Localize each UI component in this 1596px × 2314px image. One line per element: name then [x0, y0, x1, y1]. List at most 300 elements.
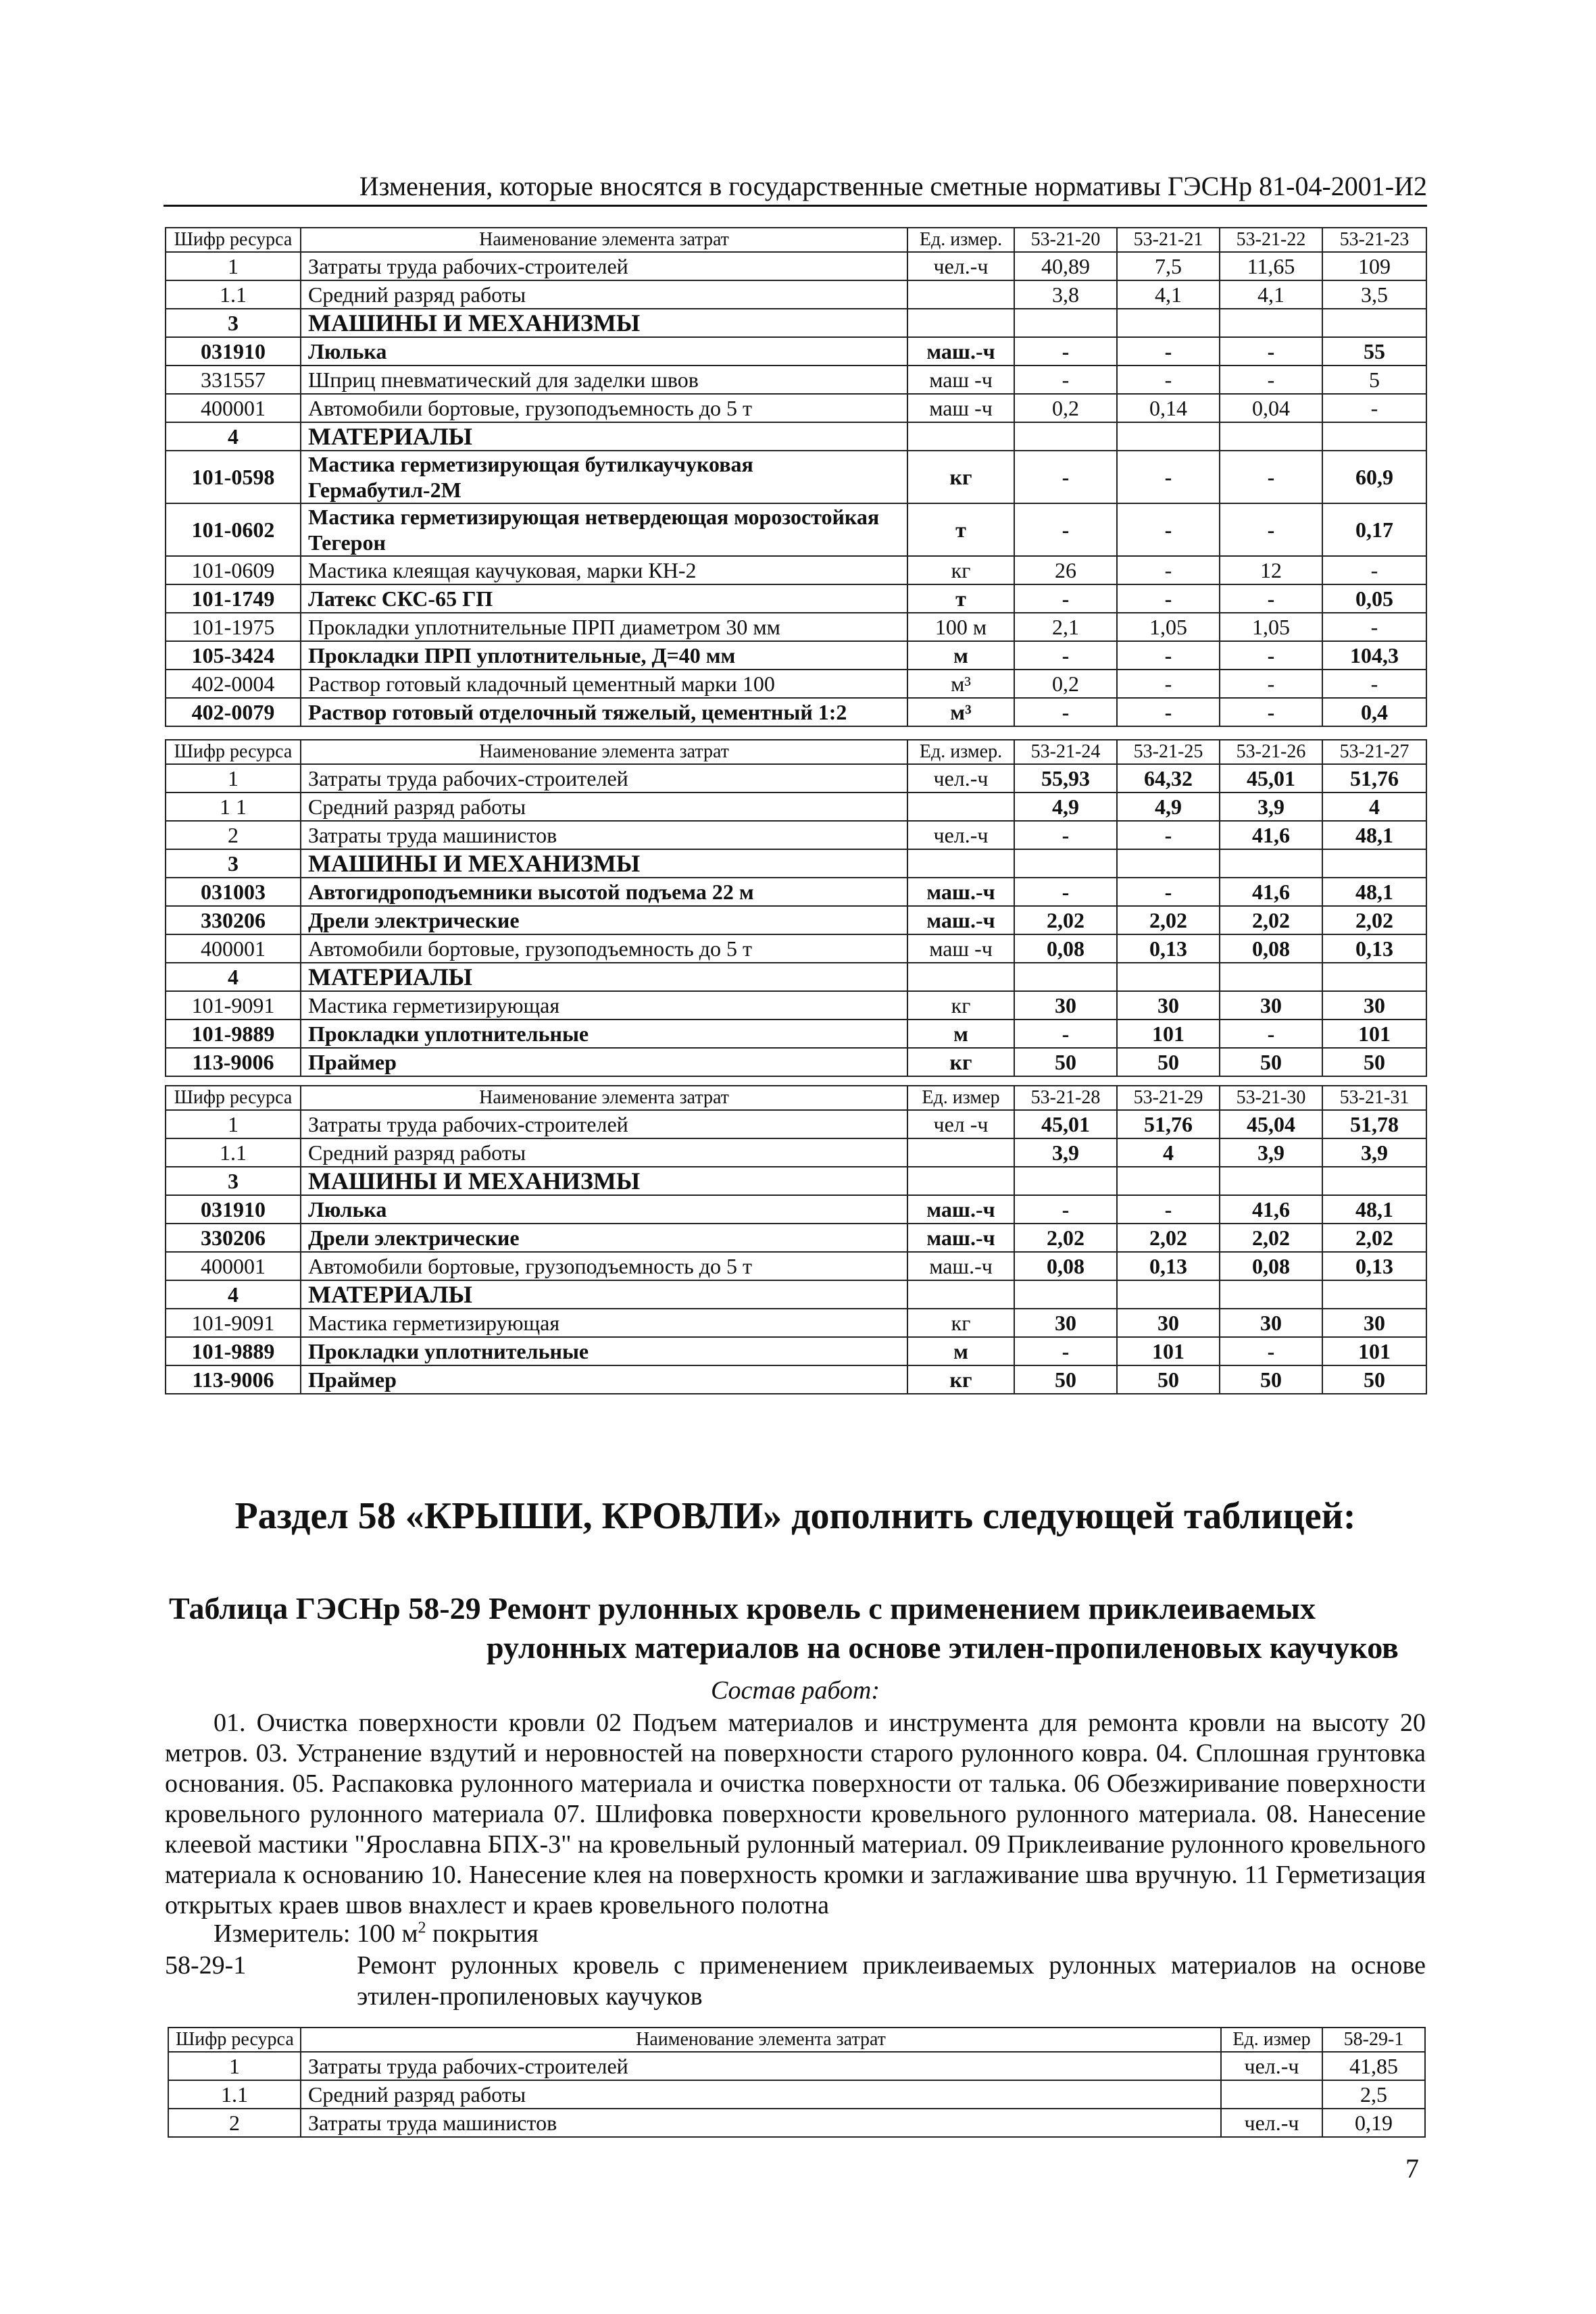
cell-unit: т	[907, 503, 1014, 556]
cell-code: 1	[166, 1110, 301, 1138]
table-row	[166, 641, 1426, 670]
cell-v1: -	[1014, 821, 1117, 849]
work-composition-label: Состав работ:	[710, 1676, 880, 1705]
cell-v3	[1220, 309, 1322, 337]
cell-v2: 50	[1117, 1365, 1220, 1394]
table-row	[166, 556, 1426, 584]
cell-v4: 50	[1322, 1048, 1426, 1076]
cell-name: МАТЕРИАЛЫ	[301, 963, 907, 991]
cell-unit: м	[907, 1337, 1014, 1365]
work-composition-text: 01. Очистка поверхности кровли 02 Подъем материалов и инструмента для ремонта кровли на высоту 20 метров. 03. Устранение вздутий и неровностей на поверхности старого рулонного ковра. 04. Сплошная грунтовка основания. 05. Распаковка рулонного материала и очистка поверхности от талька. 06 Обезжиривание поверхности кровельного рулонного материала 07. Шлифовка поверхности кровельного рулонного материала. 08. Нанесение клеевой мастики "Ярославна БПХ-3" на кровельный рулонный материал. 09 Приклеивание рулонного кровельного материала к основанию 10. Нанесение клея на поверхность кромки и заглаживание шва вручную. 11 Герметизация открытых краев швов внахлест и краев кровельного полотна	[165, 1709, 1426, 1919]
cell-v4: 48,1	[1322, 821, 1426, 849]
cell-unit: м³	[907, 670, 1014, 698]
cell-v4: -	[1322, 394, 1426, 422]
cell-unit: кг	[907, 1365, 1014, 1394]
cell-v2: -	[1117, 698, 1220, 726]
cell-code: 4	[166, 422, 301, 451]
cell-v4: 101	[1322, 1337, 1426, 1365]
table-row	[166, 337, 1426, 366]
table-row	[168, 2109, 1425, 2137]
cell-code: 113-9006	[166, 1365, 301, 1394]
column-header: Шифр ресурса	[166, 228, 301, 252]
cell-name: Праймер	[301, 1048, 907, 1076]
cell-v2: 30	[1117, 991, 1220, 1020]
cell-v2: 2,02	[1117, 1224, 1220, 1252]
cell-name: Затраты труда рабочих-строителей	[301, 252, 907, 280]
cell-v3: 50	[1220, 1365, 1322, 1394]
cell-unit: 100 м	[907, 613, 1014, 641]
cell-name: Затраты труда рабочих-строителей	[301, 764, 907, 793]
cell-code: 1	[168, 2052, 301, 2080]
cell-name: МАШИНЫ И МЕХАНИЗМЫ	[301, 309, 907, 337]
cell-v2	[1117, 1167, 1220, 1195]
cell-v4: 48,1	[1322, 878, 1426, 906]
cell-v4: 2,02	[1322, 1224, 1426, 1252]
table-title-line2: рулонных материалов на основе этилен-пропиленовых каучуков	[487, 1630, 1399, 1665]
table-row	[166, 1020, 1426, 1048]
cell-v2: 101	[1117, 1337, 1220, 1365]
cell-v1: 41,85	[1322, 2052, 1425, 2080]
column-header: 53-21-28	[1014, 1086, 1117, 1110]
cell-v1: -	[1014, 584, 1117, 613]
cell-code: 101-9091	[166, 1309, 301, 1337]
cell-code: 2	[168, 2109, 301, 2137]
table-header-row	[166, 1086, 1426, 1110]
cell-v2: 2,02	[1117, 906, 1220, 934]
cell-unit: м	[907, 641, 1014, 670]
cell-v2: -	[1117, 366, 1220, 394]
table-row	[166, 1167, 1426, 1195]
cell-name: Затраты труда рабочих-строителей	[301, 2052, 1221, 2080]
table-row	[166, 1309, 1426, 1337]
cell-name: Прокладки ПРП уплотнительные, Д=40 мм	[301, 641, 907, 670]
cell-v2: -	[1117, 337, 1220, 366]
measure-suffix: покрытия	[432, 1919, 539, 1948]
measure-sup: 2	[418, 1919, 426, 1937]
column-header: 53-21-27	[1322, 740, 1426, 764]
cell-v3: -	[1220, 1020, 1322, 1048]
norm-code: 58-29-1	[165, 1951, 247, 1980]
cell-unit: маш.-ч	[907, 878, 1014, 906]
cell-name: Латекс СКС-65 ГП	[301, 584, 907, 613]
cell-v2: -	[1117, 1195, 1220, 1224]
cell-v4	[1322, 1280, 1426, 1309]
table-row	[166, 422, 1426, 451]
resource-table-58-29-1	[168, 2027, 1426, 2138]
cell-v1	[1014, 422, 1117, 451]
table-row	[166, 764, 1426, 793]
cell-name: Праймер	[301, 1365, 907, 1394]
cell-unit	[907, 1167, 1014, 1195]
column-header: Шифр ресурса	[166, 1086, 301, 1110]
cell-v3: -	[1220, 641, 1322, 670]
cell-unit: чел.-ч	[907, 821, 1014, 849]
cell-v1: 30	[1014, 991, 1117, 1020]
cell-v3: 45,01	[1220, 764, 1322, 793]
cell-name: Шприц пневматический для заделки швов	[301, 366, 907, 394]
cell-unit: кг	[907, 1048, 1014, 1076]
cell-name: МАТЕРИАЛЫ	[301, 422, 907, 451]
cell-v1	[1014, 849, 1117, 878]
table-row	[166, 1110, 1426, 1138]
column-header: 58-29-1	[1322, 2028, 1425, 2052]
resource-table-53-21-28-31	[165, 1085, 1427, 1394]
cell-v1: 0,19	[1322, 2109, 1425, 2137]
cell-v1: 0,2	[1014, 394, 1117, 422]
cell-unit: кг	[907, 556, 1014, 584]
cell-v1: -	[1014, 337, 1117, 366]
cell-v4: 0,4	[1322, 698, 1426, 726]
table-row	[166, 1138, 1426, 1167]
cell-v2: 50	[1117, 1048, 1220, 1076]
table-row	[166, 793, 1426, 821]
cell-v4: 109	[1322, 252, 1426, 280]
cell-v3: 30	[1220, 1309, 1322, 1337]
table-title	[169, 1589, 1427, 1667]
cell-v4: 50	[1322, 1365, 1426, 1394]
table-row	[166, 906, 1426, 934]
cell-name: МАТЕРИАЛЫ	[301, 1280, 907, 1309]
column-header: Шифр ресурса	[166, 740, 301, 764]
cell-v1	[1014, 1280, 1117, 1309]
cell-name: Прокладки уплотнительные	[301, 1020, 907, 1048]
table-row	[166, 394, 1426, 422]
column-header: 53-21-22	[1220, 228, 1322, 252]
table-row	[166, 451, 1426, 503]
column-header: 53-21-30	[1220, 1086, 1322, 1110]
cell-unit: чел -ч	[907, 1110, 1014, 1138]
cell-unit	[1221, 2080, 1322, 2109]
resource-table-53-21-20-23	[165, 227, 1427, 727]
cell-code: 101-0602	[166, 503, 301, 556]
cell-name: Автомобили бортовые, грузоподъемность до 5 т	[301, 934, 907, 963]
cell-v2: 30	[1117, 1309, 1220, 1337]
cell-code: 3	[166, 309, 301, 337]
page-header: Изменения, которые вносятся в государственные сметные нормативы ГЭСНр 81-04-2001-И2	[164, 170, 1427, 207]
table-row	[166, 991, 1426, 1020]
cell-v2	[1117, 1280, 1220, 1309]
cell-v1: -	[1014, 451, 1117, 503]
cell-v1	[1014, 309, 1117, 337]
cell-v1: 2,5	[1322, 2080, 1425, 2109]
cell-code: 331557	[166, 366, 301, 394]
cell-v1: 2,1	[1014, 613, 1117, 641]
cell-code: 400001	[166, 394, 301, 422]
cell-name: Автомобили бортовые, грузоподъемность до 5 т	[301, 394, 907, 422]
table-row	[166, 584, 1426, 613]
table-header-row	[166, 228, 1426, 252]
cell-v1	[1014, 1167, 1117, 1195]
cell-v3: 3,9	[1220, 793, 1322, 821]
column-header: 53-21-26	[1220, 740, 1322, 764]
cell-v2	[1117, 309, 1220, 337]
table-row	[166, 366, 1426, 394]
cell-v3: 30	[1220, 991, 1322, 1020]
cell-code: 402-0079	[166, 698, 301, 726]
table-row	[166, 849, 1426, 878]
cell-name: Прокладки уплотнительные ПРП диаметром 30 мм	[301, 613, 907, 641]
cell-unit: маш -ч	[907, 366, 1014, 394]
column-header: 53-21-20	[1014, 228, 1117, 252]
cell-code: 3	[166, 1167, 301, 1195]
cell-name: Средний разряд работы	[301, 1138, 907, 1167]
cell-v3	[1220, 963, 1322, 991]
cell-v3: -	[1220, 670, 1322, 698]
cell-v2: 7,5	[1117, 252, 1220, 280]
cell-v4: 0,13	[1322, 934, 1426, 963]
cell-v2: 4	[1117, 1138, 1220, 1167]
cell-code: 400001	[166, 934, 301, 963]
cell-v1: -	[1014, 1020, 1117, 1048]
table-row	[166, 1280, 1426, 1309]
cell-v4	[1322, 849, 1426, 878]
cell-v3: 41,6	[1220, 821, 1322, 849]
cell-code: 400001	[166, 1252, 301, 1280]
cell-name: Мастика герметизирующая	[301, 991, 907, 1020]
cell-unit	[907, 422, 1014, 451]
cell-v4: 60,9	[1322, 451, 1426, 503]
cell-name: Люлька	[301, 1195, 907, 1224]
cell-v1: 26	[1014, 556, 1117, 584]
cell-v1: 4,9	[1014, 793, 1117, 821]
cell-v1: 3,9	[1014, 1138, 1117, 1167]
cell-unit: чел.-ч	[1221, 2052, 1322, 2080]
cell-v4: 0,17	[1322, 503, 1426, 556]
cell-unit	[907, 963, 1014, 991]
cell-unit	[907, 280, 1014, 309]
cell-v2: -	[1117, 584, 1220, 613]
cell-v1: 0,08	[1014, 1252, 1117, 1280]
cell-v2: -	[1117, 503, 1220, 556]
cell-v3: 50	[1220, 1048, 1322, 1076]
cell-v2	[1117, 849, 1220, 878]
cell-unit: маш.-ч	[907, 906, 1014, 934]
cell-v3	[1220, 849, 1322, 878]
cell-code: 031003	[166, 878, 301, 906]
cell-v1: -	[1014, 503, 1117, 556]
section-title: Раздел 58 «КРЫШИ, КРОВЛИ» дополнить следующей таблицей:	[234, 1495, 1356, 1537]
cell-v3: 3,9	[1220, 1138, 1322, 1167]
cell-code: 105-3424	[166, 641, 301, 670]
cell-name: Люлька	[301, 337, 907, 366]
cell-v3: 0,08	[1220, 934, 1322, 963]
cell-v4: -	[1322, 613, 1426, 641]
cell-v1: 40,89	[1014, 252, 1117, 280]
cell-v4: 48,1	[1322, 1195, 1426, 1224]
cell-unit: маш -ч	[907, 934, 1014, 963]
table-row	[166, 821, 1426, 849]
table-row	[166, 934, 1426, 963]
cell-v2: -	[1117, 670, 1220, 698]
cell-name: Затраты труда машинистов	[301, 821, 907, 849]
cell-v2: -	[1117, 451, 1220, 503]
column-header: Наименование элемента затрат	[301, 740, 907, 764]
measure-unit	[214, 1919, 539, 1948]
cell-v3	[1220, 1167, 1322, 1195]
cell-unit: м	[907, 1020, 1014, 1048]
cell-code: 2	[166, 821, 301, 849]
cell-v3	[1220, 1280, 1322, 1309]
cell-code: 101-9889	[166, 1020, 301, 1048]
norm-description: Ремонт рулонных кровель с применением приклеиваемых рулонных материалов на основе этилен-пропиленовых каучуков	[357, 1951, 1426, 2011]
cell-v3: -	[1220, 1337, 1322, 1365]
table-row	[166, 1224, 1426, 1252]
cell-code: 1	[166, 764, 301, 793]
cell-v4: 3,5	[1322, 280, 1426, 309]
cell-v4: 2,02	[1322, 906, 1426, 934]
cell-code: 1.1	[166, 280, 301, 309]
table-title-line1: Таблица ГЭСНр 58-29 Ремонт рулонных кровель с применением приклеиваемых	[169, 1591, 1316, 1626]
cell-v2: 0,13	[1117, 1252, 1220, 1280]
table-row	[166, 309, 1426, 337]
cell-name: Прокладки уплотнительные	[301, 1337, 907, 1365]
cell-v3: -	[1220, 698, 1322, 726]
cell-v2: 4,9	[1117, 793, 1220, 821]
cell-code: 1	[166, 252, 301, 280]
table-row	[166, 1337, 1426, 1365]
cell-code: 101-0609	[166, 556, 301, 584]
cell-v3: 2,02	[1220, 906, 1322, 934]
cell-v1: -	[1014, 878, 1117, 906]
cell-unit	[907, 849, 1014, 878]
column-header: Ед. измер	[1221, 2028, 1322, 2052]
cell-v4: 30	[1322, 1309, 1426, 1337]
cell-name: Дрели электрические	[301, 1224, 907, 1252]
cell-v1	[1014, 963, 1117, 991]
cell-v3: 1,05	[1220, 613, 1322, 641]
cell-v3: 41,6	[1220, 1195, 1322, 1224]
table-row	[166, 252, 1426, 280]
cell-v4	[1322, 309, 1426, 337]
cell-name: Раствор готовый кладочный цементный марки 100	[301, 670, 907, 698]
cell-name: Мастика герметизирующая нетвердеющая морозостойкая Тегерон	[301, 503, 907, 556]
cell-v4: -	[1322, 556, 1426, 584]
cell-v1: 30	[1014, 1309, 1117, 1337]
cell-v1: -	[1014, 1195, 1117, 1224]
cell-code: 3	[166, 849, 301, 878]
cell-unit: маш.-ч	[907, 1252, 1014, 1280]
cell-v3: -	[1220, 451, 1322, 503]
cell-v1: 0,2	[1014, 670, 1117, 698]
cell-v2: 0,13	[1117, 934, 1220, 963]
cell-v4: 4	[1322, 793, 1426, 821]
cell-v2: 64,32	[1117, 764, 1220, 793]
cell-code: 330206	[166, 1224, 301, 1252]
cell-v1: -	[1014, 641, 1117, 670]
table-row	[166, 1365, 1426, 1394]
cell-v4: 0,05	[1322, 584, 1426, 613]
cell-v3: 11,65	[1220, 252, 1322, 280]
table-header-row	[166, 740, 1426, 764]
measure-label: Измеритель:	[214, 1919, 351, 1948]
column-header: 53-21-25	[1117, 740, 1220, 764]
column-header: 53-21-31	[1322, 1086, 1426, 1110]
cell-v1: 45,01	[1014, 1110, 1117, 1138]
cell-v4: 3,9	[1322, 1138, 1426, 1167]
cell-unit: кг	[907, 991, 1014, 1020]
cell-v2: -	[1117, 821, 1220, 849]
column-header: Ед. измер.	[907, 228, 1014, 252]
cell-v3: 2,02	[1220, 1224, 1322, 1252]
cell-v1: -	[1014, 698, 1117, 726]
cell-v4: 104,3	[1322, 641, 1426, 670]
cell-unit: кг	[907, 451, 1014, 503]
cell-code: 031910	[166, 1195, 301, 1224]
cell-v3: -	[1220, 366, 1322, 394]
column-header: Наименование элемента затрат	[301, 1086, 907, 1110]
cell-v4: 51,78	[1322, 1110, 1426, 1138]
cell-name: Мастика клеящая каучуковая, марки КН-2	[301, 556, 907, 584]
cell-v3: 45,04	[1220, 1110, 1322, 1138]
cell-code: 101-9091	[166, 991, 301, 1020]
cell-code: 1.1	[168, 2080, 301, 2109]
cell-code: 031910	[166, 337, 301, 366]
column-header: Ед. измер.	[907, 740, 1014, 764]
cell-v4: -	[1322, 670, 1426, 698]
cell-code: 101-0598	[166, 451, 301, 503]
cell-code: 330206	[166, 906, 301, 934]
cell-v1: 2,02	[1014, 906, 1117, 934]
cell-name: Автогидроподъемники высотой подъема 22 м	[301, 878, 907, 906]
cell-v2	[1117, 963, 1220, 991]
cell-unit: чел.-ч	[1221, 2109, 1322, 2137]
cell-v2: 1,05	[1117, 613, 1220, 641]
cell-v3: -	[1220, 337, 1322, 366]
cell-v3: -	[1220, 584, 1322, 613]
cell-unit: чел.-ч	[907, 252, 1014, 280]
cell-v2: 101	[1117, 1020, 1220, 1048]
column-header: Шифр ресурса	[168, 2028, 301, 2052]
cell-code: 113-9006	[166, 1048, 301, 1076]
cell-v1: -	[1014, 366, 1117, 394]
cell-code: 101-1975	[166, 613, 301, 641]
table-row	[166, 878, 1426, 906]
cell-v3: 4,1	[1220, 280, 1322, 309]
cell-v4: 30	[1322, 991, 1426, 1020]
cell-name: Средний разряд работы	[301, 793, 907, 821]
cell-v1: 50	[1014, 1048, 1117, 1076]
cell-v4: 0,13	[1322, 1252, 1426, 1280]
cell-v4: 51,76	[1322, 764, 1426, 793]
cell-v3	[1220, 422, 1322, 451]
cell-unit: чел.-ч	[907, 764, 1014, 793]
cell-unit	[907, 309, 1014, 337]
table-row	[166, 1048, 1426, 1076]
cell-code: 101-1749	[166, 584, 301, 613]
column-header: Наименование элемента затрат	[301, 228, 907, 252]
cell-unit: т	[907, 584, 1014, 613]
cell-name: Средний разряд работы	[301, 280, 907, 309]
cell-v4	[1322, 1167, 1426, 1195]
cell-v3: 0,08	[1220, 1252, 1322, 1280]
cell-v4: 55	[1322, 337, 1426, 366]
cell-v4	[1322, 422, 1426, 451]
measure-value: 100 м	[357, 1919, 418, 1948]
cell-name: Мастика герметизирующая	[301, 1309, 907, 1337]
cell-v2: -	[1117, 556, 1220, 584]
cell-unit: маш.-ч	[907, 337, 1014, 366]
cell-code: 402-0004	[166, 670, 301, 698]
cell-v1: 50	[1014, 1365, 1117, 1394]
cell-unit: м³	[907, 698, 1014, 726]
table-row	[168, 2080, 1425, 2109]
cell-v2: -	[1117, 878, 1220, 906]
cell-v2: 0,14	[1117, 394, 1220, 422]
table-row	[166, 1252, 1426, 1280]
cell-name: Затраты труда машинистов	[301, 2109, 1221, 2137]
cell-v2: 4,1	[1117, 280, 1220, 309]
cell-code: 4	[166, 1280, 301, 1309]
